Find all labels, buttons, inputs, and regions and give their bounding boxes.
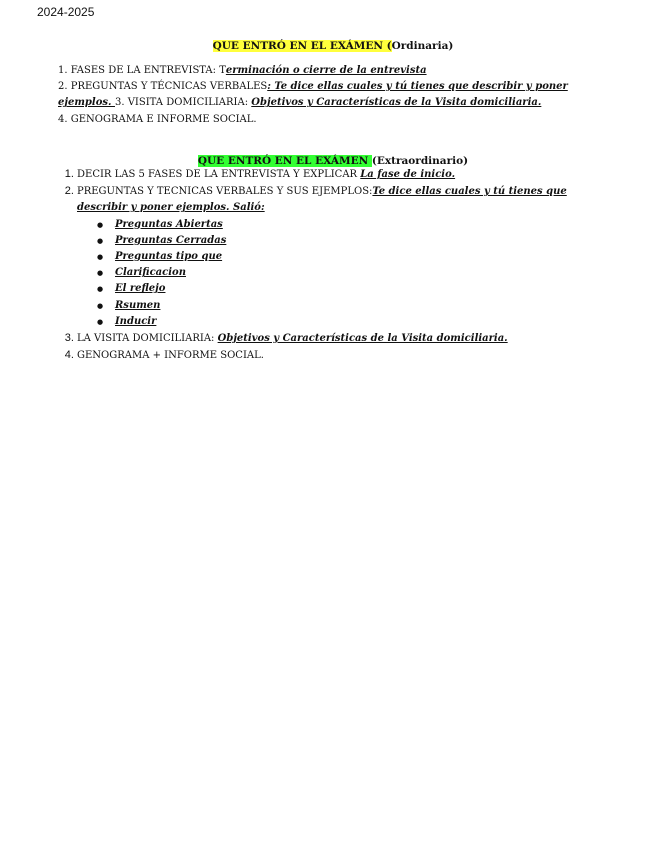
list-item: ● Preguntas Abiertas (115, 217, 608, 233)
extraordinario-section (58, 166, 608, 364)
ordinaria-item-2-answer: : Te dice ellas cuales y tú tienes que describir y poner ejemplos. (58, 81, 568, 109)
extraordinario-item-2-text: PREGUNTAS Y TECNICAS VERBALES Y SUS EJEMPLOS: (77, 186, 373, 198)
ordinaria-item-1-text: 1. FASES DE LA ENTREVISTA: T (58, 65, 226, 76)
ordinaria-item-3-text: 3. VISITA DOMICILIARIA: (114, 97, 252, 109)
extraordinario-item-1-answer: La fase de inicio. (360, 169, 456, 180)
extraordinario-item-3 (77, 330, 608, 347)
list-item: ● El reflejo (115, 281, 608, 297)
ordinaria-item-4: 4. GENOGRAMA E INFORME SOCIAL. (58, 113, 257, 125)
extraordinario-item-1 (77, 166, 608, 183)
ordinaria-item-2-3 (58, 79, 608, 111)
extraordinario-heading-rest: (Extraordinario) (371, 155, 469, 167)
ordinaria-item-3-answer: Objetivos y Características de la Visita domiciliaria. (251, 97, 542, 109)
ordinaria-item-1-answer: erminación o cierre de la entrevista (225, 65, 427, 76)
question-types-list (77, 217, 608, 330)
extraordinario-item-2-answer: Te dice ellas cuales y tú tienes que describir y poner ejemplos. Salió: (77, 186, 567, 214)
ordinaria-section (58, 63, 608, 128)
extraordinario-item-3-text: LA VISITA DOMICILIARIA: (77, 333, 218, 345)
extraordinario-item-3-answer: Objetivos y Características de la Visita domiciliaria. (217, 333, 508, 345)
extraordinario-list (58, 166, 608, 364)
document-year: 2024-2025 (37, 5, 95, 19)
extraordinario-item-4-text: GENOGRAMA + INFORME SOCIAL. (77, 350, 264, 362)
extraordinario-item-2 (77, 183, 608, 330)
ordinaria-item-1 (58, 63, 608, 79)
list-item: ● Clarificacion (115, 265, 608, 281)
list-item: ● Rsumen (115, 298, 608, 314)
ordinaria-item-2-text: 2. PREGUNTAS Y TÉCNICAS VERBALES (58, 81, 268, 93)
ordinaria-heading-highlight: QUE ENTRÓ EN EL EXÁMEN ( (212, 40, 392, 52)
ordinaria-heading (58, 38, 608, 54)
extraordinario-item-1-text: DECIR LAS 5 FASES DE LA ENTREVISTA Y EXPLICAR (77, 169, 361, 180)
extraordinario-item-4 (77, 347, 608, 364)
list-item: ● Preguntas tipo que (115, 249, 608, 265)
ordinaria-heading-rest: Ordinaria) (391, 40, 454, 52)
extraordinario-heading-highlight: QUE ENTRÓ EN EL EXÁMEN (197, 155, 372, 167)
list-item: ● Inducir (115, 314, 608, 330)
list-item: ● Preguntas Cerradas (115, 233, 608, 249)
